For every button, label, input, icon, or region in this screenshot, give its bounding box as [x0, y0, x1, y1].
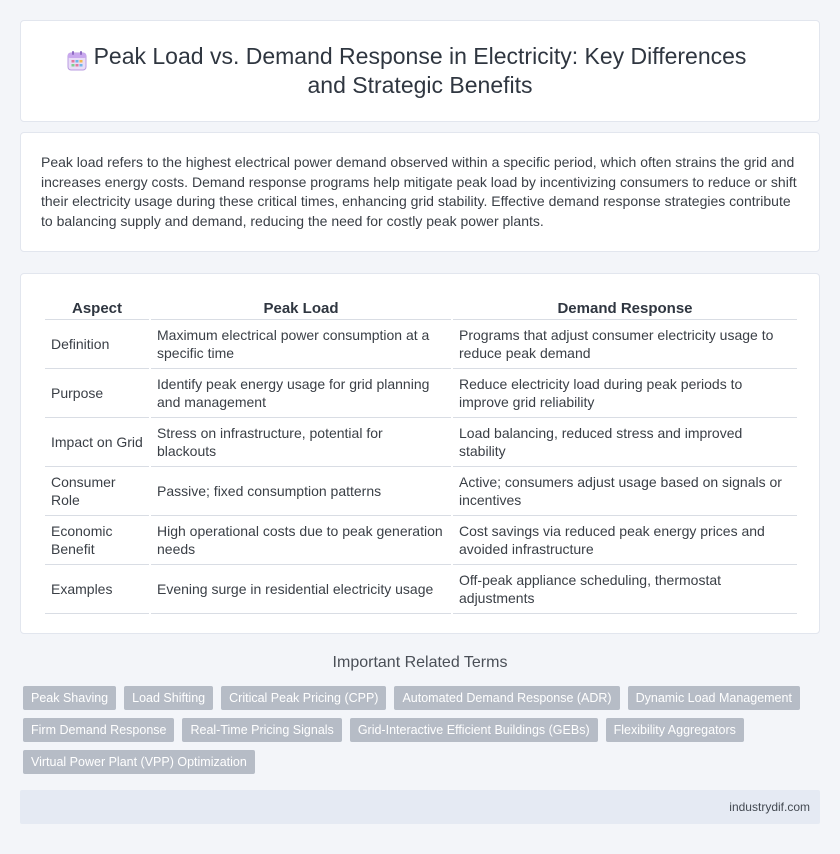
tag-dynamic-load-management[interactable]: Dynamic Load Management — [628, 686, 800, 710]
table-row — [45, 418, 797, 467]
tag-flexibility-aggregators[interactable]: Flexibility Aggregators — [606, 718, 744, 742]
footer — [20, 790, 820, 824]
table-row — [45, 369, 797, 418]
row-peak-load: Stress on infrastructure, potential for blackouts — [151, 418, 451, 467]
table-row — [45, 320, 797, 369]
row-demand-response: Programs that adjust consumer electricity usage to reduce peak demand — [453, 320, 797, 369]
header-peak-load: Peak Load — [151, 296, 451, 320]
table-row — [45, 516, 797, 565]
row-aspect: Economic Benefit — [45, 516, 149, 565]
header-aspect: Aspect — [45, 296, 149, 320]
table-row — [45, 565, 797, 614]
row-demand-response: Load balancing, reduced stress and improved stability — [453, 418, 797, 467]
tag-peak-shaving[interactable]: Peak Shaving — [23, 686, 116, 710]
row-demand-response: Reduce electricity load during peak periods to improve grid reliability — [453, 369, 797, 418]
tag-real-time-pricing-signals[interactable]: Real-Time Pricing Signals — [182, 718, 341, 742]
row-aspect: Purpose — [45, 369, 149, 418]
row-demand-response: Cost savings via reduced peak energy prices and avoided infrastructure — [453, 516, 797, 565]
tag-load-shifting[interactable]: Load Shifting — [124, 686, 213, 710]
tag-virtual-power-plant[interactable]: Virtual Power Plant (VPP) Optimization — [23, 750, 255, 774]
header-demand-response: Demand Response — [453, 296, 797, 320]
related-terms-title: Important Related Terms — [332, 654, 508, 671]
intro-card — [20, 132, 820, 252]
related-terms-section — [20, 654, 820, 774]
title-card — [20, 20, 820, 122]
tag-grid-interactive-buildings[interactable]: Grid-Interactive Efficient Buildings (GEBs) — [350, 718, 598, 742]
comparison-table-card — [20, 273, 820, 634]
tag-critical-peak-pricing[interactable]: Critical Peak Pricing (CPP) — [221, 686, 386, 710]
intro-paragraph: Peak load refers to the highest electrical power demand observed within a specific period, which often strains the grid and increases energy costs. Demand response programs help mitigate peak load by incentivizing consumers to reduce or shift their electricity usage during these critical times, enhancing grid stability. Effective demand response strategies contribute to balancing supply and demand, reducing the need for costly peak power plants. — [41, 154, 797, 229]
tag-firm-demand-response[interactable]: Firm Demand Response — [23, 718, 174, 742]
related-terms-tags — [20, 686, 820, 774]
row-peak-load: Evening surge in residential electricity usage — [151, 565, 451, 614]
row-demand-response: Off-peak appliance scheduling, thermostat adjustments — [453, 565, 797, 614]
comparison-table — [43, 296, 799, 614]
page-title: Peak Load vs. Demand Response in Electricity: Key Differences and Strategic Benefits — [93, 43, 747, 98]
row-peak-load: High operational costs due to peak generation needs — [151, 516, 451, 565]
table-row — [45, 467, 797, 516]
tag-automated-demand-response[interactable]: Automated Demand Response (ADR) — [394, 686, 619, 710]
table-header-row — [45, 296, 797, 320]
row-peak-load: Maximum electrical power consumption at a specific time — [151, 320, 451, 369]
row-aspect: Examples — [45, 565, 149, 614]
row-aspect: Definition — [45, 320, 149, 369]
row-peak-load: Passive; fixed consumption patterns — [151, 467, 451, 516]
row-aspect: Impact on Grid — [45, 418, 149, 467]
row-demand-response: Active; consumers adjust usage based on signals or incentives — [453, 467, 797, 516]
footer-site-name[interactable]: industrydif.com — [729, 800, 810, 814]
row-aspect: Consumer Role — [45, 467, 149, 516]
row-peak-load: Identify peak energy usage for grid planning and management — [151, 369, 451, 418]
